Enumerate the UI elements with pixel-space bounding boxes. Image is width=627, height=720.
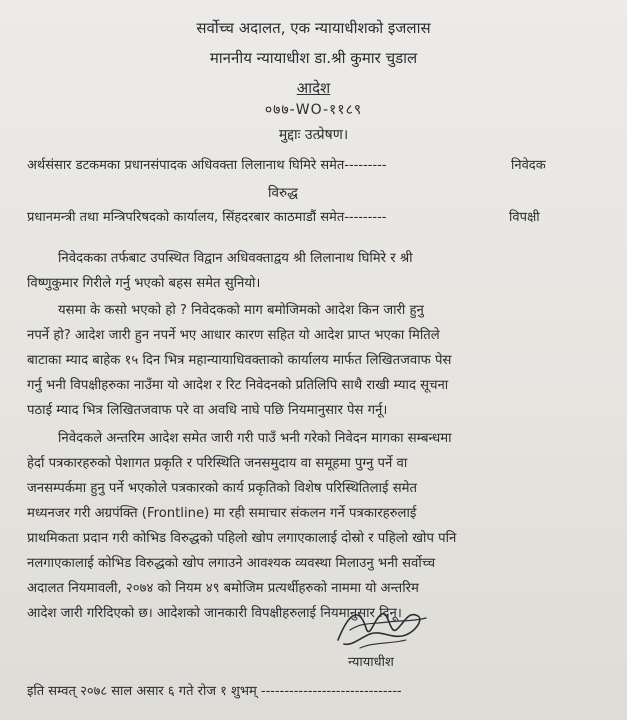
- respondent-line: प्रधानमन्त्री तथा मन्त्रिपरिषदको कार्यालय, सिंहदरबार काठमाडौं समेत---------: [27, 210, 387, 225]
- body-line: बाटाका म्याद बाहेक १५ दिन भित्र महान्यायाधिवक्ताको कार्यालय मार्फत लिखितजवाफ पेस: [27, 353, 452, 368]
- respondent-role: विपक्षी: [509, 210, 540, 225]
- body-line: आदेश जारी गरिदिएको छ। आदेशको जानकारी विपक्षीहरुलाई नियमानुसार दिनू।: [27, 606, 402, 621]
- body-line: मध्यनजर गरी अग्रपंक्ति (Frontline) मा रही समाचार संकलन गर्ने पत्रकारहरुलाई: [27, 506, 417, 521]
- case-subject: मुद्दाः उत्प्रेषण।: [278, 127, 349, 143]
- body-line: जनसम्पर्कमा हुनु पर्ने भएकोले पत्रकारको कार्य प्रकृतिको विशेष परिस्थितिलाई समेत: [27, 481, 418, 496]
- court-name: सर्वोच्च अदालत, एक न्यायाधीशको इजलास: [196, 19, 431, 37]
- judge-signature-label: न्यायाधीश: [348, 655, 394, 670]
- petitioner-role: निवेदक: [511, 158, 546, 173]
- body-line: अदालत नियमावली, २०७४ को नियम ४९ बमोजिम प्रत्यर्थीहरुको नाममा यो अन्तरिम: [27, 581, 419, 596]
- versus-label: विरुद्ध: [268, 185, 298, 201]
- body-line: पठाई म्याद भित्र लिखितजवाफ परे वा अवधि नाघे पछि नियमानुसार पेस गर्नू।: [27, 403, 388, 418]
- body-line: हेर्दा पत्रकारहरुको पेशागत प्रकृति र परिस्थिति जनसमुदाय वा समूहमा पुग्नु पर्ने वा: [27, 456, 408, 471]
- body-line: गर्नु भनी विपक्षीहरुका नाउँमा यो आदेश र रिट निवेदनको प्रतिलिपि साथै राखी म्याद सूचना: [27, 378, 449, 393]
- body-line: यसमा के कसो भएको हो ? निवेदकको माग बमोजिमको आदेश किन जारी हुनु: [58, 303, 424, 318]
- body-line: नपर्ने हो? आदेश जारी हुन नपर्ने भए आधार कारण सहित यो आदेश प्राप्त भएका मितिले: [27, 328, 440, 343]
- handwritten-signature: [330, 600, 440, 660]
- order-date-footer: इति सम्वत् २०७८ साल असार ६ गते रोज १ शुभम् ------------------------------: [27, 684, 402, 699]
- body-line: विष्णुकुमार गिरीले गर्नु भएको बहस समेत सुनियो।: [27, 276, 261, 291]
- order-title: आदेश: [296, 79, 331, 97]
- body-line: निवेदकका तर्फबाट उपस्थित विद्वान अधिवक्ताद्वय श्री लिलानाथ घिमिरे र श्री: [58, 251, 413, 266]
- case-number: ०७७-WO-११८९: [264, 102, 363, 118]
- petitioner-line: अर्थसंसार डटकमका प्रधानसंपादक अधिवक्ता लिलानाथ घिमिरे समेत---------: [27, 158, 387, 173]
- judge-name: माननीय न्यायाधीश डा.श्री कुमार चुडाल: [209, 49, 418, 67]
- body-line: प्राथमिकता प्रदान गरी कोभिड विरुद्धको पहिलो खोप लगाएकालाई दोस्रो र पहिलो खोप पनि: [27, 531, 457, 546]
- body-line: निवेदकले अन्तरिम आदेश समेत जारी गरी पाउँ भनी गरेको निवेदन मागका सम्बन्धमा: [58, 431, 452, 446]
- body-line: नलगाएकालाई कोभिड विरुद्धको खोप लगाउने आवश्यक व्यवस्था मिलाउनु भनी सर्वोच्च: [27, 556, 436, 571]
